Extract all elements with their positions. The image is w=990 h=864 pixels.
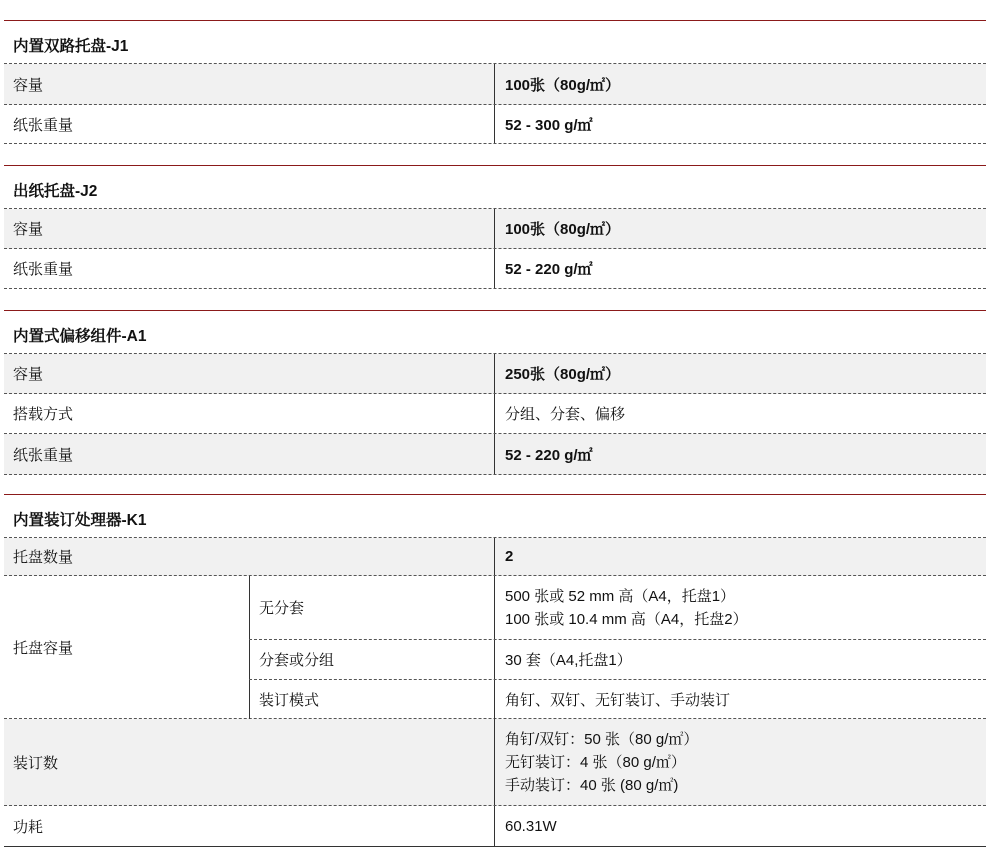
table-bottom-rule xyxy=(4,846,986,847)
row-label: 纸张重量 xyxy=(13,116,74,134)
value-line: 无钉装订：4 张（80 g/㎡） xyxy=(505,753,686,771)
row-label: 功耗 xyxy=(13,819,44,836)
row-label: 装订数 xyxy=(13,754,59,772)
section-output-tray-j2 xyxy=(4,165,986,289)
section-title: 内置双路托盘-J1 xyxy=(4,20,986,64)
row-label: 托盘容量 xyxy=(13,639,74,657)
spec-row-loading-method xyxy=(4,394,986,434)
section-title: 内置式偏移组件-A1 xyxy=(4,310,986,354)
row-value: 2 xyxy=(494,538,986,575)
spec-row-tray-count xyxy=(4,538,986,576)
value-line: 手动装订：40 张 (80 g/㎡) xyxy=(505,776,679,794)
row-label: 容量 xyxy=(13,221,44,238)
sub-row-sort-or-group xyxy=(249,640,986,680)
spec-row-tray-capacity xyxy=(4,576,986,719)
sub-row-no-sort xyxy=(249,576,986,640)
row-label: 纸张重量 xyxy=(13,261,74,278)
section-title: 内置装订处理器-K1 xyxy=(4,494,986,538)
row-value: 52 - 220 g/㎡ xyxy=(494,434,986,474)
row-value xyxy=(494,719,986,805)
row-value: 250张（80g/㎡） xyxy=(494,354,986,393)
spec-row-capacity xyxy=(4,209,986,249)
row-value: 30 套（A4,托盘1） xyxy=(494,640,986,679)
section-title: 出纸托盘-J2 xyxy=(4,165,986,209)
row-value: 分组、分套、偏移 xyxy=(494,394,986,433)
spec-row-paper-weight xyxy=(4,105,986,144)
row-label: 纸张重量 xyxy=(13,446,74,464)
row-label: 托盘数量 xyxy=(13,549,74,566)
row-label: 容量 xyxy=(13,76,44,94)
row-value: 52 - 220 g/㎡ xyxy=(494,249,986,288)
spec-row-capacity xyxy=(4,354,986,394)
spec-row-power-consumption xyxy=(4,806,986,847)
spec-row-paper-weight xyxy=(4,249,986,289)
section-offset-unit-a1 xyxy=(4,310,986,475)
spec-row-staple-count xyxy=(4,719,986,806)
row-value xyxy=(494,576,986,639)
section-internal-dual-tray-j1 xyxy=(4,20,986,144)
sub-row-label: 装订模式 xyxy=(249,680,494,719)
row-value: 100张（80g/㎡） xyxy=(494,64,986,104)
row-value: 52 - 300 g/㎡ xyxy=(494,105,986,143)
row-value: 100张（80g/㎡） xyxy=(494,209,986,248)
row-label: 搭载方式 xyxy=(13,406,74,423)
section-stapler-finisher-k1 xyxy=(4,494,986,847)
row-value: 60.31W xyxy=(494,806,986,847)
value-line: 500 张或 52 mm 高（A4，托盘1） xyxy=(505,587,736,605)
row-label: 容量 xyxy=(13,366,44,383)
sub-row-label: 分套或分组 xyxy=(249,640,494,679)
value-line: 角钉/双钉：50 张（80 g/㎡） xyxy=(505,730,699,748)
spec-row-paper-weight xyxy=(4,434,986,475)
spec-row-capacity xyxy=(4,64,986,105)
sub-row-label: 无分套 xyxy=(249,576,494,639)
row-value: 角钉、双钉、无钉装订、手动装订 xyxy=(494,680,986,719)
sub-row-staple-mode xyxy=(249,680,986,719)
value-line: 100 张或 10.4 mm 高（A4，托盘2） xyxy=(505,610,748,628)
